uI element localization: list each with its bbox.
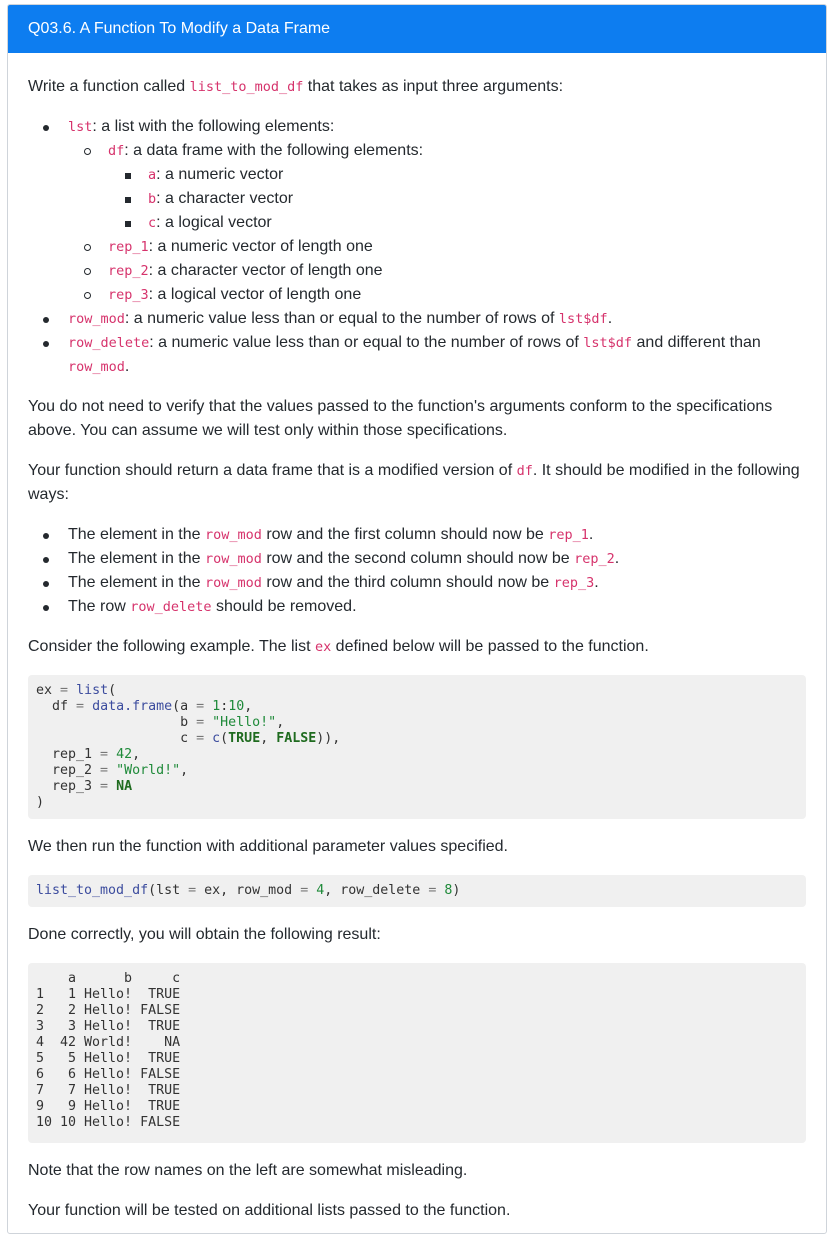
verify-paragraph: You do not need to verify that the values passed to the function's arguments conform to the specifications above. You can assume we will test only within those specifications. [28,398,773,439]
list-item-a: a: a numeric vector [28,163,806,187]
function-name-code: list_to_mod_df [189,79,304,95]
square-bullet-icon [125,173,131,179]
circle-bullet-icon [84,268,91,275]
bullet-icon [43,581,49,587]
list-item-rep-2: rep_2: a character vector of length one [28,259,806,283]
bullet-icon [43,341,49,347]
output-line: 4 42 World! NA [36,1035,181,1050]
tested-paragraph: Your function will be tested on additional lists passed to the function. [28,1202,511,1219]
bullet-icon [43,125,49,131]
panel-title: Q03.6. A Function To Modify a Data Frame [8,5,826,53]
output-code-block [28,963,806,1143]
list-item-rep-3: rep_3: a logical vector of length one [28,283,806,307]
list-item-row-mod: row_mod: a numeric value less than or equal to the number of rows of lst$df. [28,307,806,331]
list-item-lst: lst: a list with the following elements: [28,115,806,139]
square-bullet-icon [125,221,131,227]
modification-list [28,523,806,619]
bullet-icon [43,557,49,563]
call-code-block: list_to_mod_df(lst = ex, row_mod = 4, row_delete = 8) [28,875,806,907]
output-line: 10 10 Hello! FALSE [36,1115,181,1130]
run-paragraph: We then run the function with additional parameter values specified. [28,838,508,855]
example-code-block: ex = list( df = data.frame(a = 1:10, b = "Hello!", c = c(TRUE, FALSE)), rep_1 = 42, rep_2 = "World!", rep_3 = NA ) [28,675,806,819]
question-panel [7,4,827,1234]
bullet-icon [43,317,49,323]
bullet-icon [43,605,49,611]
list-item-c: c: a logical vector [28,211,806,235]
example-paragraph: Consider the following example. The list ex defined below will be passed to the function. [28,638,649,655]
panel-body [8,75,826,1223]
return-paragraph: Your function should return a data frame that is a modified version of df. It should be modified in the following ways: [28,462,800,503]
circle-bullet-icon [84,148,91,155]
output-line: 3 3 Hello! TRUE [36,1019,181,1034]
output-line: a b c [36,971,181,986]
mod-item: The element in the row_mod row and the third column should now be rep_3. [28,571,806,595]
output-line: 1 1 Hello! TRUE [36,987,181,1002]
mod-item: The element in the row_mod row and the second column should now be rep_2. [28,547,806,571]
bullet-icon [43,533,49,539]
output-line: 7 7 Hello! TRUE [36,1083,181,1098]
output-line: 6 6 Hello! FALSE [36,1067,181,1082]
list-item-df: df: a data frame with the following elements: [28,139,806,163]
circle-bullet-icon [84,244,91,251]
list-item-b: b: a character vector [28,187,806,211]
mod-item: The element in the row_mod row and the first column should now be rep_1. [28,523,806,547]
circle-bullet-icon [84,292,91,299]
mod-item: The row row_delete should be removed. [28,595,806,619]
output-line: 5 5 Hello! TRUE [36,1051,181,1066]
list-item-row-delete: row_delete: a numeric value less than or equal to the number of rows of lst$df and different than row_mod. [28,331,806,379]
argument-list [28,115,806,379]
intro-paragraph: Write a function called list_to_mod_df that takes as input three arguments: [28,78,564,95]
output-line: 9 9 Hello! TRUE [36,1099,181,1114]
list-item-rep-1: rep_1: a numeric vector of length one [28,235,806,259]
note-paragraph: Note that the row names on the left are somewhat misleading. [28,1162,468,1179]
square-bullet-icon [125,197,131,203]
output-line: 2 2 Hello! FALSE [36,1003,181,1018]
result-paragraph: Done correctly, you will obtain the following result: [28,926,381,943]
